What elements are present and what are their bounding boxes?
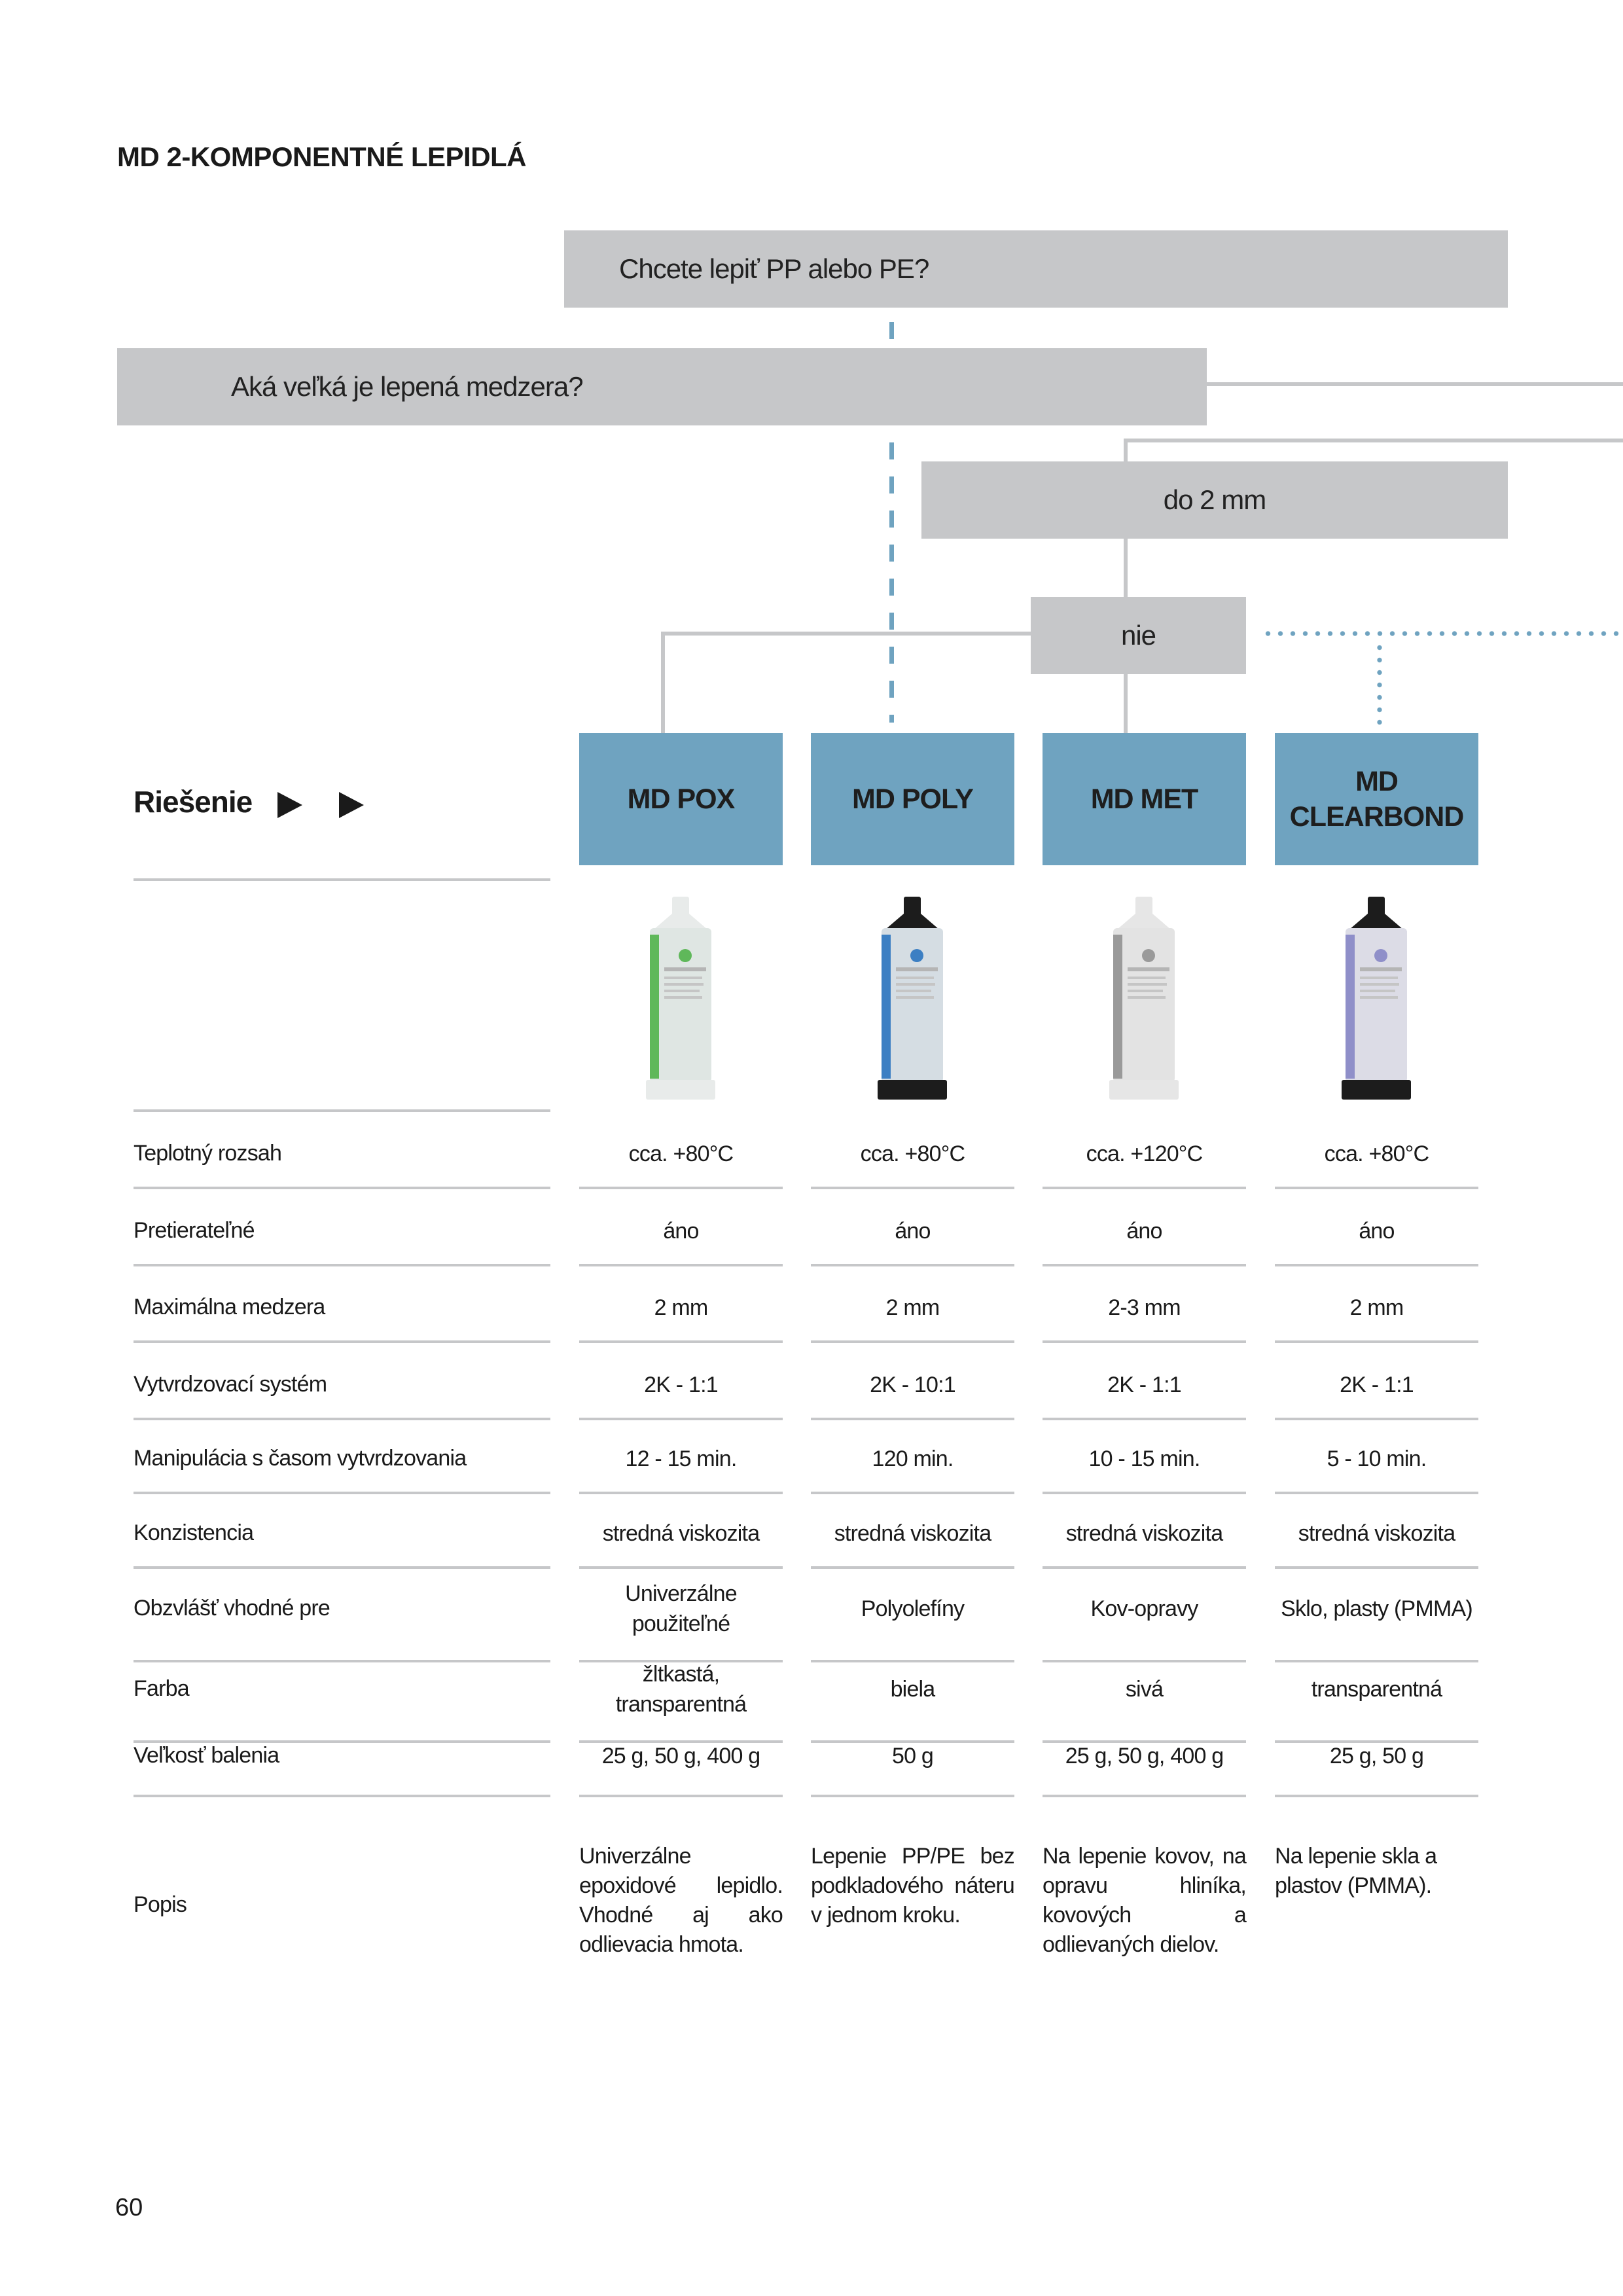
row-rule bbox=[134, 1660, 550, 1662]
bottle-base bbox=[646, 1080, 715, 1100]
table-cell: transparentná bbox=[1311, 1676, 1442, 1702]
table-cell: cca. +120°C bbox=[1086, 1141, 1203, 1166]
cell-rule bbox=[811, 1187, 1014, 1189]
bottle-label-line bbox=[1360, 996, 1398, 999]
row-label: Manipulácia s časom vytvrdzovania bbox=[134, 1446, 467, 1471]
cell-rule bbox=[811, 1795, 1014, 1797]
pp-pe-dashed-line-top bbox=[889, 322, 894, 348]
bottle-label-line bbox=[1360, 983, 1399, 986]
clearbond-dotted-vertical bbox=[1377, 641, 1382, 725]
bottle-label-line bbox=[1128, 983, 1167, 986]
cell-rule bbox=[579, 1264, 783, 1266]
table-cell: 2 mm bbox=[654, 1295, 708, 1320]
table-cell: 2K - 10:1 bbox=[870, 1372, 955, 1397]
cell-rule bbox=[1275, 1264, 1478, 1266]
description-md-met: Na lepenie kovov, na opravu hliníka, kovových a odlievaných dielov. bbox=[1043, 1844, 1246, 1957]
bottle-label-stripe bbox=[1346, 935, 1355, 1079]
table-cell: 2K - 1:1 bbox=[644, 1372, 718, 1397]
cell-rule bbox=[1275, 1340, 1478, 1343]
cell-rule bbox=[1043, 1264, 1246, 1266]
cartridge-bottle-image bbox=[1327, 895, 1425, 1103]
table-cell: 12 - 15 min. bbox=[625, 1446, 737, 1471]
question-gap-box bbox=[117, 348, 1207, 425]
cell-rule bbox=[579, 1492, 783, 1494]
description-md-clearbond: Na lepenie skla a plastov (PMMA). bbox=[1275, 1844, 1437, 1898]
arrow-right-icon bbox=[339, 792, 364, 818]
table-cell: 5 - 10 min. bbox=[1327, 1446, 1427, 1471]
table-cell: 10 - 15 min. bbox=[1088, 1446, 1200, 1471]
table-cell: 2 mm bbox=[885, 1295, 940, 1320]
table-cell: biela bbox=[890, 1676, 935, 1702]
product-header-md-poly: MD POLY bbox=[811, 733, 1014, 865]
cell-rule bbox=[1275, 1187, 1478, 1189]
bottle-label-line bbox=[1128, 990, 1163, 992]
table-cell: Sklo, plasty (PMMA) bbox=[1281, 1596, 1472, 1621]
bottle-label-stripe bbox=[650, 935, 659, 1079]
bottle-label-line bbox=[1360, 990, 1395, 992]
table-cell: 2-3 mm bbox=[1108, 1295, 1181, 1320]
row-rule bbox=[134, 1795, 550, 1797]
gap-branch-drop bbox=[1124, 439, 1128, 462]
bottle-label-line bbox=[1128, 996, 1166, 999]
gap-answer-box bbox=[921, 461, 1508, 539]
row-label: Veľkosť balenia bbox=[134, 1743, 279, 1768]
cell-rule bbox=[1043, 1187, 1246, 1189]
cell-rule bbox=[811, 1264, 1014, 1266]
table-cell: cca. +80°C bbox=[628, 1141, 734, 1166]
arrow-right-icon bbox=[277, 792, 302, 818]
bottle-label-line bbox=[664, 967, 706, 971]
bottle-base bbox=[878, 1080, 947, 1100]
table-cell: stredná viskozita bbox=[834, 1520, 991, 1546]
bottle-label-line bbox=[896, 996, 934, 999]
bottle-label-line bbox=[1128, 977, 1166, 979]
product-header-md-met: MD MET bbox=[1043, 733, 1246, 865]
table-cell: áno bbox=[895, 1218, 931, 1244]
bottle-label-line bbox=[896, 990, 931, 992]
gap-answer-text: do 2 mm bbox=[1163, 484, 1266, 515]
table-cell: 50 g bbox=[892, 1743, 933, 1768]
cell-rule bbox=[579, 1418, 783, 1420]
row-rule bbox=[134, 1340, 550, 1343]
question-gap-text: Aká veľká je lepená medzera? bbox=[231, 371, 583, 402]
table-cell: Kov-opravy bbox=[1090, 1596, 1198, 1621]
question-pp-pe-box bbox=[564, 230, 1508, 308]
table-cell: stredná viskozita bbox=[1298, 1520, 1455, 1546]
table-cell: cca. +80°C bbox=[1324, 1141, 1429, 1166]
table-cell: áno bbox=[1126, 1218, 1162, 1244]
row-label: Vytvrdzovací systém bbox=[134, 1372, 327, 1397]
table-cell: žltkastá, transparentná bbox=[615, 1661, 747, 1717]
bottle-shoulder bbox=[1349, 914, 1403, 929]
row-label: Konzistencia bbox=[134, 1520, 254, 1545]
cell-rule bbox=[579, 1340, 783, 1343]
cell-rule bbox=[1043, 1418, 1246, 1420]
question-pp-pe-text: Chcete lepiť PP alebo PE? bbox=[619, 253, 929, 284]
bottle-base bbox=[1342, 1080, 1411, 1100]
solution-label: Riešenie bbox=[134, 785, 253, 819]
table-cell: sivá bbox=[1125, 1676, 1164, 1702]
row-rule bbox=[134, 1187, 550, 1189]
bottle-label-line bbox=[1360, 977, 1398, 979]
cell-rule bbox=[1275, 1418, 1478, 1420]
label-rule-images bbox=[134, 1109, 550, 1112]
branch-to-md-met bbox=[1124, 674, 1128, 734]
bottle-label-line bbox=[896, 967, 938, 971]
cartridge-bottle-image bbox=[1095, 895, 1193, 1103]
table-cell: 25 g, 50 g bbox=[1329, 1743, 1424, 1768]
row-rule bbox=[134, 1264, 550, 1266]
table-cell: cca. +80°C bbox=[860, 1141, 965, 1166]
page-number: 60 bbox=[115, 2194, 143, 2221]
gap-branch-line-right bbox=[1207, 382, 1623, 386]
row-label: Maximálna medzera bbox=[134, 1295, 325, 1319]
cell-rule bbox=[811, 1418, 1014, 1420]
cell-rule bbox=[579, 1187, 783, 1189]
table-cell: 2K - 1:1 bbox=[1107, 1372, 1181, 1397]
table-cell: 25 g, 50 g, 400 g bbox=[601, 1743, 760, 1768]
row-label: Teplotný rozsah bbox=[134, 1141, 282, 1166]
answer-no-box bbox=[1031, 597, 1246, 674]
clearbond-dotted-horizontal bbox=[1262, 631, 1623, 636]
table-cell: 2K - 1:1 bbox=[1340, 1372, 1414, 1397]
bottle-label-line bbox=[896, 983, 935, 986]
bottle-label-line bbox=[1360, 967, 1402, 971]
product-header-md-pox: MD POX bbox=[579, 733, 783, 865]
row-label: Obzvlášť vhodné pre bbox=[134, 1596, 330, 1621]
table-cell: stredná viskozita bbox=[1065, 1520, 1223, 1546]
table-cell: stredná viskozita bbox=[602, 1520, 760, 1546]
nie-branch-horizontal bbox=[661, 632, 1031, 636]
cell-rule bbox=[1275, 1492, 1478, 1494]
gap-branch-line-upper bbox=[1124, 439, 1623, 442]
bottle-logo bbox=[1142, 949, 1155, 962]
bottle-shoulder bbox=[885, 914, 939, 929]
bottle-label-line bbox=[664, 977, 702, 979]
cell-rule bbox=[1043, 1340, 1246, 1343]
table-cell: áno bbox=[663, 1218, 699, 1244]
answer-no-text: nie bbox=[1120, 620, 1156, 651]
description-label: Popis bbox=[134, 1892, 187, 1917]
bottle-label-line bbox=[664, 990, 700, 992]
cartridge-bottle-image bbox=[863, 895, 961, 1103]
bottle-logo bbox=[679, 949, 692, 962]
bottle-shoulder bbox=[654, 914, 707, 929]
row-label: Pretierateľné bbox=[134, 1218, 255, 1243]
row-rule bbox=[134, 1418, 550, 1420]
bottle-logo bbox=[910, 949, 923, 962]
table-cell: 2 mm bbox=[1349, 1295, 1404, 1320]
table-cell: 120 min. bbox=[872, 1446, 954, 1471]
row-label: Farba bbox=[134, 1676, 189, 1701]
bottle-logo bbox=[1374, 949, 1387, 962]
cell-rule bbox=[811, 1340, 1014, 1343]
cartridge-bottle-image bbox=[632, 895, 730, 1103]
bottle-label-line bbox=[1128, 967, 1169, 971]
bottle-label-line bbox=[664, 983, 704, 986]
cell-rule bbox=[1275, 1795, 1478, 1797]
row-rule bbox=[134, 1492, 550, 1494]
bottle-label-line bbox=[896, 977, 934, 979]
label-rule-top bbox=[134, 878, 550, 881]
bottle-label-stripe bbox=[882, 935, 891, 1079]
bottle-base bbox=[1109, 1080, 1179, 1100]
branch-to-md-pox bbox=[661, 632, 665, 734]
cell-rule bbox=[1043, 1492, 1246, 1494]
table-cell: 25 g, 50 g, 400 g bbox=[1065, 1743, 1224, 1768]
pp-pe-dashed-line bbox=[889, 442, 894, 723]
bottle-label-line bbox=[664, 996, 702, 999]
gap-to-nie-line bbox=[1124, 539, 1128, 598]
cell-rule bbox=[579, 1795, 783, 1797]
cell-rule bbox=[811, 1492, 1014, 1494]
cell-rule bbox=[1043, 1795, 1246, 1797]
description-md-pox: Univerzálne epoxidové lepidlo. Vhodné aj ako odlievacia hmota. bbox=[579, 1844, 783, 1957]
page-title: MD 2-KOMPONENTNÉ LEPIDLÁ bbox=[117, 141, 527, 172]
bottle-label-stripe bbox=[1113, 935, 1122, 1079]
bottle-shoulder bbox=[1117, 914, 1171, 929]
table-cell: áno bbox=[1359, 1218, 1395, 1244]
product-header-md-clearbond: MD CLEARBOND bbox=[1275, 733, 1478, 865]
description-md-poly: Lepenie PP/PE bez podkladového náteru v jednom kroku. bbox=[811, 1844, 1014, 1928]
table-cell: Univerzálne použiteľné bbox=[625, 1581, 737, 1636]
table-cell: Polyolefíny bbox=[861, 1596, 965, 1621]
